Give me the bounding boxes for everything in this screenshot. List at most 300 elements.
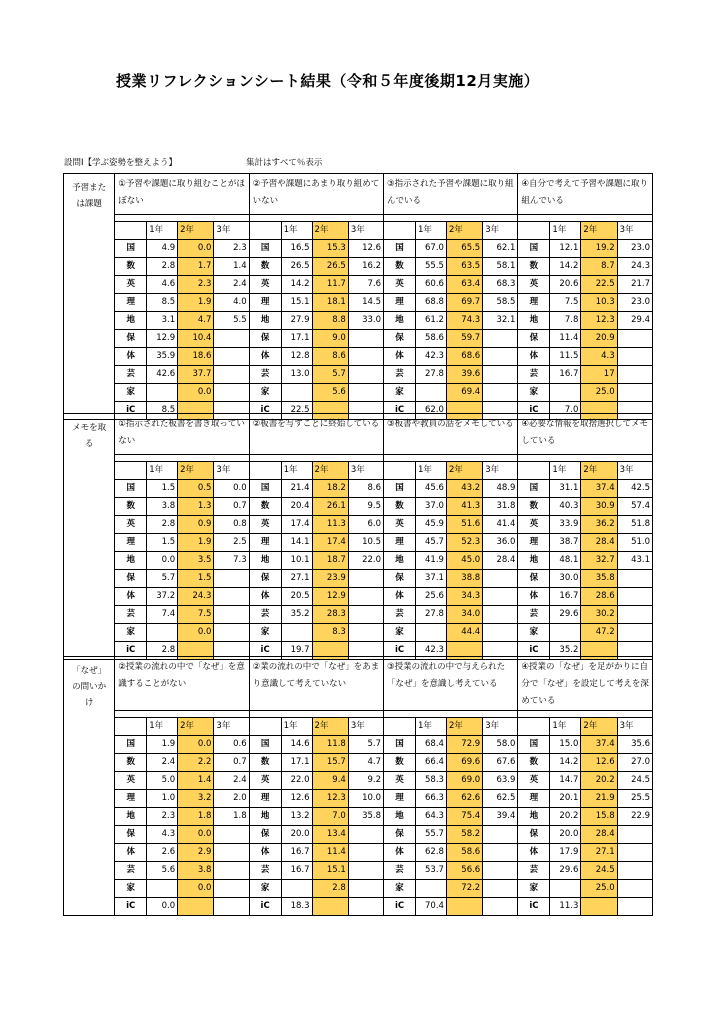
value-cell: 15.3	[312, 240, 348, 258]
section-table	[63, 173, 653, 420]
year-header: 2年	[446, 718, 482, 736]
value-cell: 18.1	[312, 294, 348, 312]
subject-label: 数	[518, 498, 550, 516]
subject-label: 国	[115, 736, 147, 754]
value-cell: 4.0	[214, 294, 249, 312]
value-cell: 5.7	[147, 570, 178, 588]
value-cell	[483, 588, 518, 606]
value-cell: 37.7	[178, 366, 214, 384]
value-cell: 26.1	[312, 498, 348, 516]
value-cell	[147, 880, 178, 898]
year-header: 1年	[550, 462, 581, 480]
subject-header-blank	[384, 462, 416, 480]
value-cell	[446, 898, 482, 916]
subject-label: iC	[115, 642, 147, 660]
value-cell: 16.2	[348, 258, 383, 276]
value-cell: 1.9	[178, 294, 214, 312]
subject-label: 国	[249, 240, 281, 258]
value-cell: 10.5	[348, 534, 383, 552]
value-cell	[214, 606, 249, 624]
value-cell	[348, 366, 383, 384]
value-cell: 37.4	[581, 480, 617, 498]
subject-label: iC	[249, 898, 281, 916]
year-header: 1年	[550, 718, 581, 736]
value-cell: 3.5	[178, 552, 214, 570]
year-header: 3年	[483, 462, 518, 480]
value-cell: 25.0	[581, 880, 617, 898]
value-cell: 28.4	[581, 534, 617, 552]
value-cell: 62.5	[483, 790, 518, 808]
subject-label: 家	[384, 384, 416, 402]
value-cell: 38.8	[446, 570, 482, 588]
value-cell: 45.9	[416, 516, 447, 534]
year-header: 3年	[483, 718, 518, 736]
item-heading: ④必要な情報を取捨選択してメモしている	[518, 414, 653, 455]
gap-cell	[115, 711, 249, 718]
subject-label: 英	[518, 516, 550, 534]
value-cell: 48.1	[550, 552, 581, 570]
value-cell: 42.5	[617, 480, 652, 498]
value-cell: 39.6	[446, 366, 482, 384]
value-cell: 66.4	[416, 754, 447, 772]
value-cell: 55.5	[416, 258, 447, 276]
value-cell: 41.9	[416, 552, 447, 570]
subject-header-blank	[249, 718, 281, 736]
subject-header-blank	[518, 222, 550, 240]
value-cell	[617, 844, 652, 862]
subject-label: 地	[518, 312, 550, 330]
subject-label: 保	[518, 330, 550, 348]
subject-label: 保	[518, 826, 550, 844]
subject-label: 理	[115, 534, 147, 552]
subject-label: 数	[249, 498, 281, 516]
value-cell: 2.8	[147, 258, 178, 276]
subject-label: 数	[115, 754, 147, 772]
value-cell: 35.6	[617, 736, 652, 754]
subject-label: 体	[249, 844, 281, 862]
value-cell	[348, 606, 383, 624]
value-cell	[214, 384, 249, 402]
gap-cell	[115, 455, 249, 462]
subject-header-blank	[249, 462, 281, 480]
value-cell	[214, 570, 249, 588]
value-cell	[483, 606, 518, 624]
value-cell: 4.3	[147, 826, 178, 844]
value-cell: 22.0	[281, 772, 312, 790]
value-cell: 58.3	[416, 772, 447, 790]
value-cell: 37.4	[581, 736, 617, 754]
value-cell	[348, 844, 383, 862]
subject-label: 地	[115, 312, 147, 330]
gap-cell	[384, 711, 518, 718]
value-cell: 5.6	[312, 384, 348, 402]
value-cell: 9.0	[312, 330, 348, 348]
subject-label: 保	[249, 570, 281, 588]
value-cell: 9.4	[312, 772, 348, 790]
subject-label: 国	[518, 736, 550, 754]
value-cell: 0.9	[178, 516, 214, 534]
subject-label: iC	[384, 642, 416, 660]
subject-label: 理	[518, 790, 550, 808]
subject-label: 家	[115, 384, 147, 402]
value-cell: 0.0	[147, 552, 178, 570]
value-cell: 8.6	[312, 348, 348, 366]
value-cell: 9.2	[348, 772, 383, 790]
section-table	[63, 656, 653, 916]
value-cell: 2.6	[147, 844, 178, 862]
value-cell: 27.8	[416, 366, 447, 384]
value-cell: 20.0	[550, 826, 581, 844]
value-cell	[281, 624, 312, 642]
subject-label: 数	[115, 498, 147, 516]
subject-label: iC	[518, 898, 550, 916]
subject-label: 理	[249, 294, 281, 312]
subject-label: 理	[384, 534, 416, 552]
value-cell: 45.7	[416, 534, 447, 552]
subject-label: 芸	[249, 606, 281, 624]
subject-label: 保	[384, 826, 416, 844]
value-cell	[214, 366, 249, 384]
value-cell: 66.3	[416, 790, 447, 808]
value-cell: 22.5	[581, 276, 617, 294]
subject-label: 国	[249, 736, 281, 754]
subject-label: 理	[384, 294, 416, 312]
subject-label: 地	[384, 552, 416, 570]
value-cell: 12.9	[147, 330, 178, 348]
value-cell: 14.5	[348, 294, 383, 312]
value-cell: 45.0	[446, 552, 482, 570]
subject-label: 芸	[384, 366, 416, 384]
value-cell: 13.2	[281, 808, 312, 826]
value-cell: 20.2	[581, 772, 617, 790]
value-cell: 16.7	[550, 588, 581, 606]
year-header: 3年	[617, 462, 652, 480]
gap-cell	[115, 215, 249, 222]
value-cell: 42.6	[147, 366, 178, 384]
item-heading: ②予習や課題にあまり取り組めていない	[249, 174, 383, 215]
value-cell: 12.1	[550, 240, 581, 258]
subject-label: 家	[518, 624, 550, 642]
subject-label: 数	[249, 754, 281, 772]
value-cell: 1.3	[178, 498, 214, 516]
value-cell: 27.8	[416, 606, 447, 624]
value-cell: 58.1	[483, 258, 518, 276]
year-header: 2年	[178, 718, 214, 736]
value-cell	[348, 862, 383, 880]
value-cell	[214, 826, 249, 844]
item-heading: ①指示された板書を書き取っていない	[115, 414, 249, 455]
value-cell: 14.6	[281, 736, 312, 754]
value-cell	[348, 330, 383, 348]
value-cell: 30.0	[550, 570, 581, 588]
value-cell: 2.4	[214, 772, 249, 790]
subject-label: 芸	[518, 862, 550, 880]
value-cell: 34.0	[446, 606, 482, 624]
subject-label: 理	[518, 294, 550, 312]
value-cell: 1.4	[178, 772, 214, 790]
value-cell: 67.6	[483, 754, 518, 772]
year-header: 3年	[348, 222, 383, 240]
value-cell: 0.7	[214, 498, 249, 516]
value-cell: 11.3	[550, 898, 581, 916]
value-cell: 65.5	[446, 240, 482, 258]
value-cell: 12.3	[581, 312, 617, 330]
value-cell	[281, 880, 312, 898]
year-header: 3年	[214, 222, 249, 240]
value-cell: 32.1	[483, 312, 518, 330]
value-cell: 19.7	[281, 642, 312, 660]
gap-cell	[384, 455, 518, 462]
value-cell	[348, 348, 383, 366]
value-cell: 2.2	[178, 754, 214, 772]
value-cell	[617, 606, 652, 624]
year-header: 3年	[483, 222, 518, 240]
subject-label: 英	[115, 772, 147, 790]
year-header: 2年	[581, 222, 617, 240]
year-header: 2年	[178, 462, 214, 480]
item-heading: ③板書や教員の話をメモしている	[384, 414, 518, 455]
value-cell: 20.2	[550, 808, 581, 826]
subject-label: iC	[115, 402, 147, 420]
value-cell: 11.8	[312, 736, 348, 754]
value-cell: 27.1	[281, 570, 312, 588]
year-header: 3年	[617, 718, 652, 736]
value-cell: 63.9	[483, 772, 518, 790]
value-cell: 0.7	[214, 754, 249, 772]
value-cell: 11.4	[550, 330, 581, 348]
value-cell: 72.9	[446, 736, 482, 754]
value-cell: 4.6	[147, 276, 178, 294]
value-cell: 17.4	[281, 516, 312, 534]
value-cell: 36.0	[483, 534, 518, 552]
subject-label: 体	[384, 588, 416, 606]
subject-label: 地	[115, 552, 147, 570]
value-cell: 23.0	[617, 240, 652, 258]
value-cell: 72.2	[446, 880, 482, 898]
value-cell: 24.3	[617, 258, 652, 276]
subject-label: 体	[115, 588, 147, 606]
subject-label: 芸	[518, 606, 550, 624]
value-cell: 22.9	[617, 808, 652, 826]
value-cell	[617, 366, 652, 384]
value-cell: 14.2	[550, 258, 581, 276]
value-cell: 29.4	[617, 312, 652, 330]
value-cell: 58.0	[483, 736, 518, 754]
subject-label: 数	[518, 754, 550, 772]
value-cell: 43.2	[446, 480, 482, 498]
subject-label: 地	[249, 312, 281, 330]
value-cell: 41.3	[446, 498, 482, 516]
value-cell: 62.6	[446, 790, 482, 808]
value-cell: 17.1	[281, 754, 312, 772]
subject-label: 家	[115, 880, 147, 898]
value-cell	[147, 384, 178, 402]
value-cell: 43.1	[617, 552, 652, 570]
subject-header-blank	[518, 718, 550, 736]
value-cell: 0.0	[178, 826, 214, 844]
value-cell: 69.7	[446, 294, 482, 312]
value-cell: 7.0	[312, 808, 348, 826]
year-header: 2年	[581, 462, 617, 480]
year-header: 1年	[281, 222, 312, 240]
value-cell	[312, 898, 348, 916]
value-cell: 53.7	[416, 862, 447, 880]
year-header: 1年	[147, 222, 178, 240]
year-header: 1年	[147, 718, 178, 736]
value-cell: 42.3	[416, 348, 447, 366]
category-cell: 「なぜ」の問いかけ	[64, 657, 115, 916]
value-cell	[617, 570, 652, 588]
value-cell	[416, 624, 447, 642]
value-cell: 27.1	[581, 844, 617, 862]
value-cell: 0.5	[178, 480, 214, 498]
value-cell: 69.0	[446, 772, 482, 790]
value-cell: 48.9	[483, 480, 518, 498]
subject-label: 芸	[249, 862, 281, 880]
value-cell: 11.5	[550, 348, 581, 366]
value-cell	[617, 624, 652, 642]
value-cell: 16.7	[281, 862, 312, 880]
value-cell: 15.1	[312, 862, 348, 880]
value-cell: 31.1	[550, 480, 581, 498]
value-cell: 0.0	[178, 624, 214, 642]
value-cell: 7.3	[214, 552, 249, 570]
value-cell: 63.5	[446, 258, 482, 276]
value-cell: 14.7	[550, 772, 581, 790]
value-cell: 5.6	[147, 862, 178, 880]
value-cell	[617, 826, 652, 844]
value-cell: 64.3	[416, 808, 447, 826]
subject-label: 家	[249, 624, 281, 642]
subject-label: 体	[384, 844, 416, 862]
value-cell: 25.0	[581, 384, 617, 402]
subject-label: 家	[384, 880, 416, 898]
value-cell: 25.6	[416, 588, 447, 606]
item-heading: ②業の流れの中で「なぜ」をあまり意識して考えていない	[249, 657, 383, 711]
value-cell: 3.8	[178, 862, 214, 880]
value-cell: 7.6	[348, 276, 383, 294]
value-cell: 2.9	[178, 844, 214, 862]
value-cell: 68.8	[416, 294, 447, 312]
value-cell: 13.4	[312, 826, 348, 844]
value-cell	[214, 624, 249, 642]
subject-label: 芸	[115, 366, 147, 384]
value-cell	[617, 384, 652, 402]
value-cell: 23.9	[312, 570, 348, 588]
subject-label: 地	[518, 808, 550, 826]
value-cell	[483, 624, 518, 642]
value-cell: 18.2	[312, 480, 348, 498]
value-cell: 28.6	[581, 588, 617, 606]
value-cell: 3.8	[147, 498, 178, 516]
subject-label: 家	[115, 624, 147, 642]
value-cell	[214, 348, 249, 366]
year-header: 2年	[312, 222, 348, 240]
value-cell: 68.4	[416, 736, 447, 754]
subject-label: 理	[518, 534, 550, 552]
gap-cell	[384, 215, 518, 222]
value-cell	[617, 880, 652, 898]
value-cell: 0.0	[178, 384, 214, 402]
year-header: 1年	[416, 718, 447, 736]
value-cell: 21.4	[281, 480, 312, 498]
subject-header-blank	[115, 222, 147, 240]
value-cell: 19.2	[581, 240, 617, 258]
value-cell	[214, 588, 249, 606]
value-cell	[581, 898, 617, 916]
value-cell: 69.4	[446, 384, 482, 402]
value-cell: 5.7	[348, 736, 383, 754]
category-cell: 予習または課題	[64, 174, 115, 420]
value-cell: 20.0	[281, 826, 312, 844]
value-cell: 68.6	[446, 348, 482, 366]
value-cell: 10.1	[281, 552, 312, 570]
value-cell	[214, 330, 249, 348]
value-cell	[483, 862, 518, 880]
year-header: 3年	[348, 462, 383, 480]
subject-label: 家	[249, 880, 281, 898]
value-cell: 63.4	[446, 276, 482, 294]
subject-label: 数	[249, 258, 281, 276]
value-cell: 29.6	[550, 862, 581, 880]
subject-label: iC	[518, 642, 550, 660]
value-cell: 18.3	[281, 898, 312, 916]
subject-label: 数	[518, 258, 550, 276]
subject-label: 数	[384, 754, 416, 772]
value-cell: 7.8	[550, 312, 581, 330]
subject-label: 英	[115, 276, 147, 294]
subject-label: 英	[115, 516, 147, 534]
value-cell: 0.0	[178, 736, 214, 754]
value-cell: 26.5	[312, 258, 348, 276]
value-cell: 12.6	[581, 754, 617, 772]
subject-header-blank	[115, 462, 147, 480]
subject-label: 理	[115, 790, 147, 808]
value-cell: 30.2	[581, 606, 617, 624]
value-cell: 20.4	[281, 498, 312, 516]
subject-header-blank	[115, 718, 147, 736]
subject-label: 英	[249, 276, 281, 294]
value-cell: 1.8	[214, 808, 249, 826]
value-cell: 12.8	[281, 348, 312, 366]
value-cell: 11.3	[312, 516, 348, 534]
value-cell: 25.5	[617, 790, 652, 808]
value-cell: 37.0	[416, 498, 447, 516]
subject-label: 保	[115, 570, 147, 588]
value-cell: 37.1	[416, 570, 447, 588]
value-cell: 2.5	[214, 534, 249, 552]
subject-label: 保	[249, 330, 281, 348]
value-cell: 1.0	[147, 790, 178, 808]
subject-label: 国	[249, 480, 281, 498]
value-cell: 16.5	[281, 240, 312, 258]
value-cell: 0.0	[214, 480, 249, 498]
subject-label: 国	[518, 480, 550, 498]
value-cell: 5.5	[214, 312, 249, 330]
value-cell: 58.6	[416, 330, 447, 348]
value-cell: 14.2	[281, 276, 312, 294]
subject-label: 保	[115, 330, 147, 348]
value-cell: 57.4	[617, 498, 652, 516]
value-cell: 58.6	[446, 844, 482, 862]
subject-label: 英	[384, 516, 416, 534]
value-cell	[214, 898, 249, 916]
value-cell: 2.0	[214, 790, 249, 808]
value-cell: 61.2	[416, 312, 447, 330]
subject-header-blank	[384, 718, 416, 736]
value-cell: 35.2	[281, 606, 312, 624]
subject-label: 芸	[384, 862, 416, 880]
